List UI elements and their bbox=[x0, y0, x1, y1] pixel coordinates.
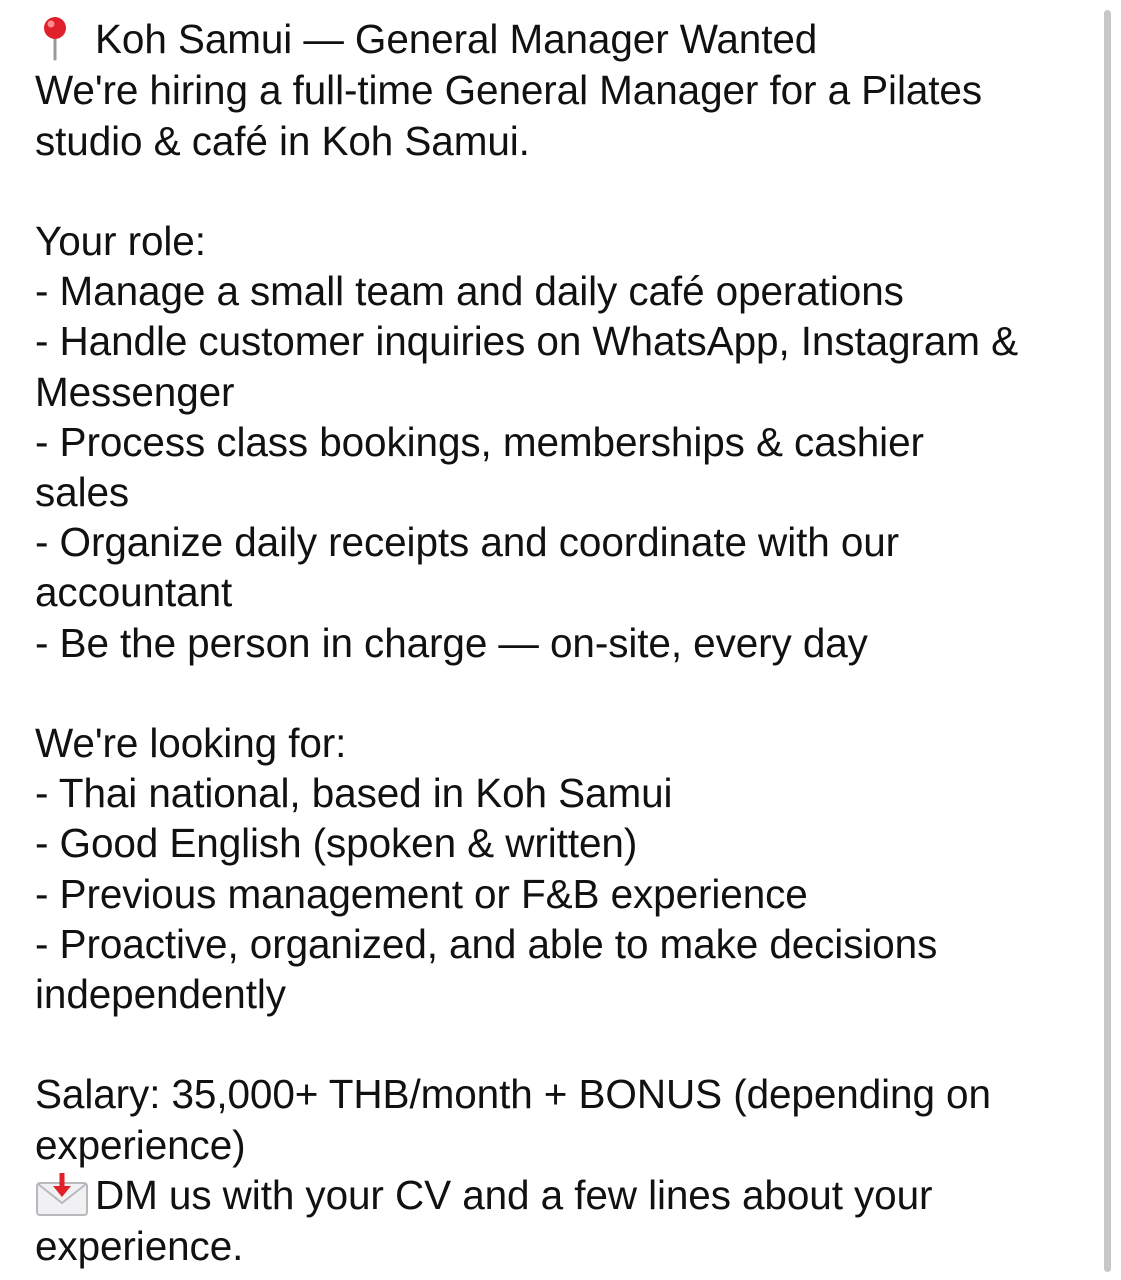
role-line: Messenger bbox=[35, 368, 235, 415]
requirements-heading: We're looking for: bbox=[35, 719, 347, 766]
requirement-line: independently bbox=[35, 970, 286, 1017]
post-title: Koh Samui — General Manager Wanted bbox=[95, 16, 818, 62]
intro-line: studio & café in Koh Samui. bbox=[35, 117, 530, 164]
role-heading: Your role: bbox=[35, 217, 206, 264]
role-line: - Manage a small team and daily café operations bbox=[35, 268, 904, 315]
vertical-scrollbar[interactable] bbox=[1104, 10, 1111, 1272]
role-line: - Organize daily receipts and coordinate with our bbox=[35, 519, 900, 566]
envelope-with-arrow-icon bbox=[35, 1171, 95, 1217]
requirement-line: - Good English (spoken & written) bbox=[35, 820, 638, 867]
round-pushpin-icon bbox=[35, 15, 95, 61]
cta-text: DM us with your CV and a few lines about your bbox=[95, 1171, 933, 1218]
spacer bbox=[35, 668, 1097, 718]
intro-line: We're hiring a full-time General Manager for a Pilates bbox=[35, 67, 983, 114]
salary-line: experience) bbox=[35, 1121, 246, 1168]
role-line: - Be the person in charge — on-site, every day bbox=[35, 619, 868, 666]
role-line: - Handle customer inquiries on WhatsApp, Instagram & bbox=[35, 318, 1018, 365]
requirement-line: - Thai national, based in Koh Samui bbox=[35, 770, 673, 817]
job-post bbox=[35, 14, 1097, 1271]
role-line: sales bbox=[35, 468, 130, 515]
cta-line: experience. bbox=[35, 1223, 244, 1270]
role-line: - Process class bookings, memberships & cashier bbox=[35, 418, 924, 465]
cta-line bbox=[35, 1170, 1097, 1221]
requirement-line: - Previous management or F&B experience bbox=[35, 870, 808, 917]
spacer bbox=[35, 166, 1097, 216]
role-line: accountant bbox=[35, 569, 233, 616]
spacer bbox=[35, 1019, 1097, 1069]
salary-line: Salary: 35,000+ THB/month + BONUS (depending on bbox=[35, 1071, 991, 1118]
requirement-line: - Proactive, organized, and able to make decisions bbox=[35, 920, 938, 967]
post-header bbox=[35, 14, 1097, 65]
